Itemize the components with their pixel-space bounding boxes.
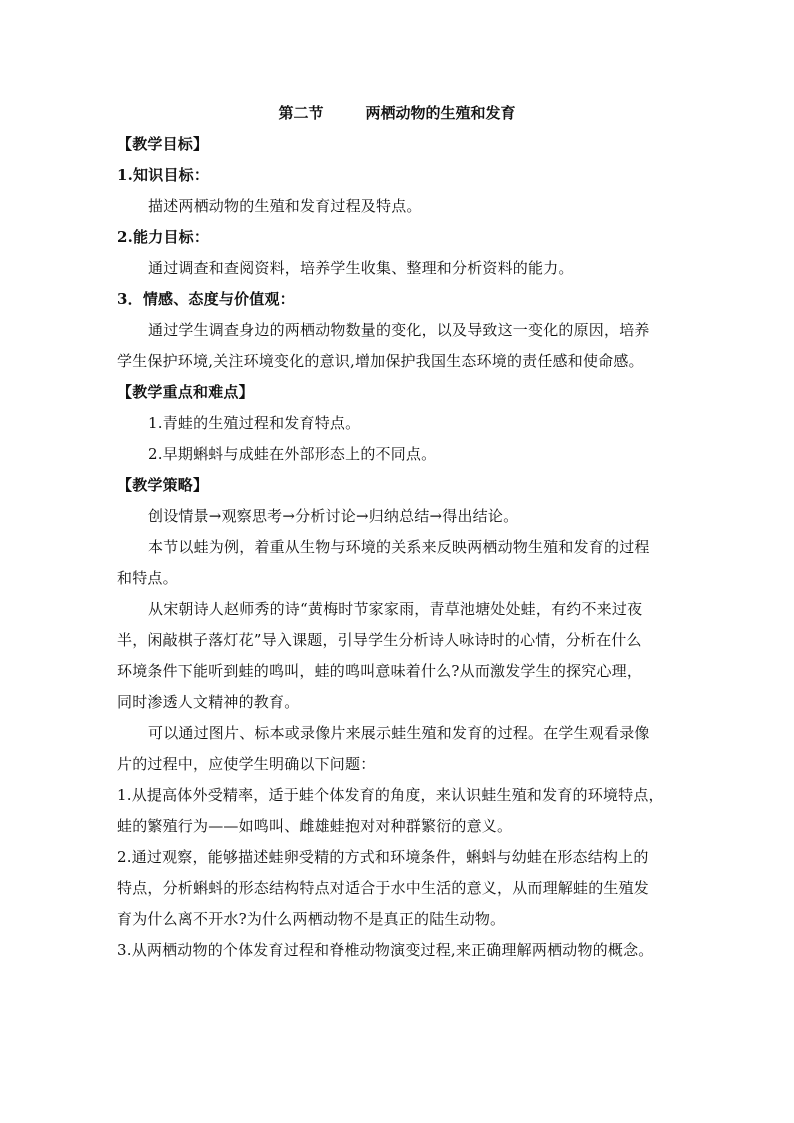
media-paragraph-line: 片的过程中，应使学生明确以下问题： [117, 755, 376, 773]
poem-paragraph-line: 从宋朝诗人赵师秀的诗“黄梅时节家家雨，青草池塘处处蛙，有约不来过夜 [148, 600, 643, 618]
key-point-item: 1.青蛙的生殖过程和发育特点。 [148, 414, 361, 432]
page-title [0, 103, 794, 123]
poem-paragraph-line: 半，闲敲棋子落灯花”导入课题，引导学生分析诗人咏诗时的心情，分析在什么 [117, 631, 642, 649]
strategy-flow: 创设情景→观察思考→分析讨论→归纳总结→得出结论。 [148, 507, 519, 525]
emotion-text-line: 学生保护环境,关注环境变化的意识,增加保护我国生态环境的责任感和使命感。 [117, 352, 644, 370]
question-2-line: 育为什么离不开水?为什么两栖动物不是真正的陆生动物。 [117, 910, 506, 928]
key-points-heading: 【教学重点和难点】 [117, 383, 254, 401]
question-2-line: 2.通过观察，能够描述蛙卵受精的方式和环境条件，蝌蚪与幼蛙在形态结构上的 [117, 848, 649, 866]
emotion-text-line: 通过学生调查身边的两栖动物数量的变化，以及导致这一变化的原因，培养 [148, 321, 650, 339]
emotion-label: 3．情感、态度与价值观： [117, 290, 295, 308]
question-1-line: 蛙的繁殖行为——如鸣叫、雌雄蛙抱对对种群繁衍的意义。 [117, 817, 513, 835]
question-3-line: 3.从两栖动物的个体发育过程和脊椎动物演变过程,来正确理解两栖动物的概念。 [117, 941, 654, 959]
section-number: 第二节 [278, 104, 324, 122]
poem-paragraph-line: 环境条件下能听到蛙的鸣叫，蛙的鸣叫意味着什么?从而激发学生的探究心理， [117, 662, 643, 680]
section-name: 两栖动物的生殖和发育 [365, 104, 516, 122]
key-point-item: 2.早期蝌蚪与成蛙在外部形态上的不同点。 [148, 445, 437, 463]
ability-text: 通过调查和查阅资料，培养学生收集、整理和分析资料的能力。 [148, 259, 574, 277]
question-1-line: 1.从提高体外受精率，适于蛙个体发育的角度，来认识蛙生殖和发育的环境特点， [117, 786, 664, 804]
question-2-line: 特点，分析蝌蚪的形态结构特点对适合于水中生活的意义，从而理解蛙的生殖发 [117, 879, 650, 897]
knowledge-text: 描述两栖动物的生殖和发育过程及特点。 [148, 197, 422, 215]
media-paragraph-line: 可以通过图片、标本或录像片来展示蛙生殖和发育的过程。在学生观看录像 [148, 724, 650, 742]
knowledge-label: 1.知识目标： [117, 166, 210, 184]
objectives-heading: 【教学目标】 [117, 135, 209, 153]
ability-label: 2.能力目标： [117, 228, 210, 246]
poem-paragraph-line: 同时渗透人文精神的教育。 [117, 693, 300, 711]
strategy-heading: 【教学策略】 [117, 476, 209, 494]
strategy-paragraph-line: 本节以蛙为例，着重从生物与环境的关系来反映两栖动物生殖和发育的过程 [148, 538, 650, 556]
strategy-paragraph-line: 和特点。 [117, 569, 178, 587]
